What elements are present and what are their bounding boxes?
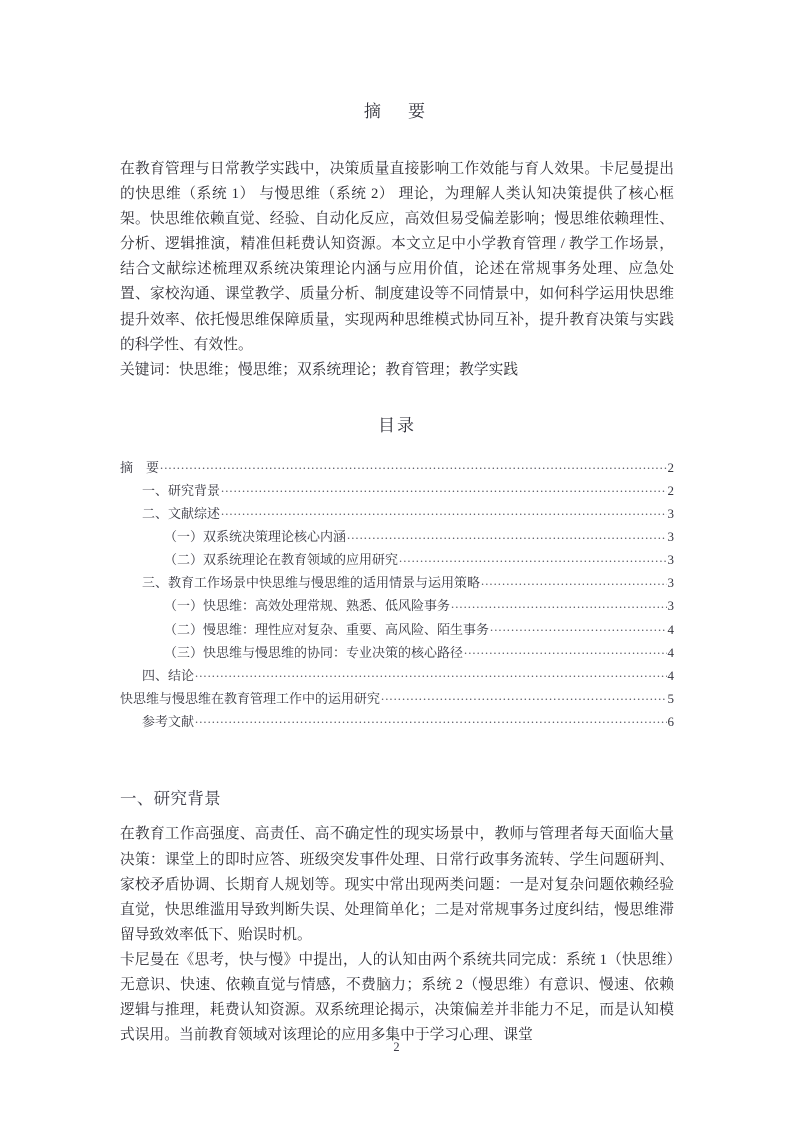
toc-entry[interactable]: [120, 548, 674, 571]
toc-entry-page: 3: [667, 575, 674, 591]
page-title: 摘 要: [363, 102, 431, 121]
toc-entry-page: 2: [667, 482, 674, 498]
toc-entry-page: 4: [667, 644, 674, 660]
toc-entry-label: （一）快思维：高效处理常规、熟悉、低风险事务: [164, 598, 451, 614]
toc-entry-label: （二）双系统理论在教育领域的应用研究: [164, 552, 399, 568]
section-paragraph-1: 在教育工作高强度、高责任、高不确定性的现实场景中，教师与管理者每天面临大量决策：课堂上的即时应答、班级突发事件处理、日常行政事务流转、学生问题研判、家校矛盾协调、长期育人规划等。现实中常出现两类问题：一是对复杂问题依赖经验直觉，快思维滥用导致判断失误、处理简单化；二是对常规事务过度纠结，慢思维滞留导致效率低下、贻误时机。: [120, 826, 674, 943]
toc-entry[interactable]: [120, 479, 674, 502]
toc-entry-page: 5: [667, 690, 674, 706]
toc-entry[interactable]: [120, 456, 674, 479]
toc-entry-page: 2: [667, 459, 674, 475]
toc-entry[interactable]: [120, 687, 674, 710]
toc-entry[interactable]: [120, 571, 674, 594]
toc-entry[interactable]: [120, 710, 674, 733]
toc-entry-page: 3: [667, 529, 674, 545]
toc-entry-page: 3: [667, 506, 674, 522]
toc-entry-label: （一）双系统决策理论核心内涵: [164, 529, 347, 545]
toc-entry-label: 四、结论: [142, 667, 195, 683]
toc-leader-dots: [221, 512, 666, 525]
toc-entry[interactable]: [120, 641, 674, 664]
abstract-keywords: 关键词：快思维；慢思维；双系统理论；教育管理；教学实践: [120, 361, 519, 378]
toc-leader-dots: [195, 720, 666, 733]
toc-entry-label: （三）快思维与慢思维的协同：专业决策的核心路径: [164, 644, 464, 660]
toc-entry[interactable]: [120, 502, 674, 525]
toc-entry-label: （二）慢思维：理性应对复杂、重要、高风险、陌生事务: [164, 621, 490, 637]
section-heading: 一、研究背景: [120, 788, 221, 808]
toc-entry[interactable]: [120, 594, 674, 617]
toc-entry-page: 3: [667, 552, 674, 568]
toc-entry-page: 6: [667, 713, 674, 729]
toc-leader-dots: [451, 605, 666, 618]
toc-title: 目录: [377, 415, 417, 435]
toc-entry-label: 三、教育工作场景中快思维与慢思维的适用情景与运用策略: [142, 575, 481, 591]
toc-entry[interactable]: [120, 618, 674, 641]
toc-leader-dots: [490, 628, 666, 641]
abstract-section: [120, 120, 674, 383]
toc-entry-label: 一、研究背景: [142, 482, 221, 498]
toc-entry-page: 4: [667, 667, 674, 683]
toc-entry-label: 摘 要: [120, 459, 160, 475]
toc-entry[interactable]: [120, 664, 674, 687]
toc-entry-label: 快思维与慢思维在教育管理工作中的运用研究: [120, 690, 381, 706]
toc-leader-dots: [347, 535, 666, 548]
toc-leader-dots: [221, 489, 666, 502]
table-of-contents: [120, 434, 674, 733]
toc-leader-dots: [464, 651, 666, 664]
toc-leader-dots: [160, 466, 666, 479]
toc-entry[interactable]: [120, 525, 674, 548]
section-research-background: [120, 733, 674, 1048]
page-content: [120, 0, 674, 1048]
toc-leader-dots: [195, 674, 666, 687]
toc-entry-label: 二、文献综述: [142, 506, 221, 522]
toc-entry-page: 3: [667, 598, 674, 614]
toc-entry-label: 参考文献: [142, 713, 195, 729]
toc-leader-dots: [399, 558, 666, 571]
toc-leader-dots: [381, 697, 666, 710]
toc-entry-page: 4: [667, 621, 674, 637]
toc-leader-dots: [481, 581, 666, 594]
abstract-body: 在教育管理与日常教学实践中，决策质量直接影响工作效能与育人效果。卡尼曼提出的快思维（系统 1） 与慢思维（系统 2） 理论，为理解人类认知决策提供了核心框架。快思维依赖直觉、经验、自动化反应，高效但易受偏差影响；慢思维依赖理性、分析、逻辑推演，精准但耗费认知资源。本文立足中小学教育管理 / 教学工作场景，结合文献综述梳理双系统决策理论内涵与应用价值，论述在常规事务处理、应急处置、家校沟通、课堂教学、质量分析、制度建设等不同情景中，如何科学运用快思维提升效率、依托慢思维保障质量，实现两种思维模式协同互补，提升教育决策与实践的科学性、有效性。: [120, 161, 674, 353]
page-number: 2: [393, 1040, 400, 1054]
section-paragraph-2: 卡尼曼在《思考，快与慢》中提出，人的认知由两个系统共同完成：系统 1（快思维）无意识、快速、依赖直觉与情感，不费脑力；系统 2（慢思维）有意识、慢速、依赖逻辑与推理，耗费认知资源。双系统理论揭示，决策偏差并非能力不足，而是认知模式误用。当前教育领域对该理论的应用多集中于学习心理、课堂: [120, 951, 674, 1044]
